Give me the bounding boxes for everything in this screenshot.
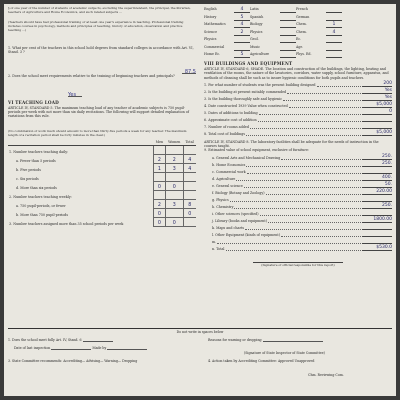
- item-value: Yes: [362, 95, 392, 101]
- subject-count: [234, 37, 250, 43]
- cell-t: 4: [183, 163, 196, 172]
- item-label: 2. Is the building at present suitably commended: [204, 89, 287, 94]
- training-answer: Yes: [68, 92, 82, 97]
- leader-dots: [246, 162, 361, 167]
- subject-label: Chem.: [296, 29, 307, 34]
- col-men: Men: [154, 139, 166, 146]
- list-item: [204, 244, 392, 251]
- cell-m: 0: [154, 181, 166, 190]
- list-item: [204, 216, 392, 223]
- item-value: 1800.00: [362, 217, 392, 223]
- subject-count: 4: [326, 30, 342, 36]
- subject-count: [326, 15, 342, 21]
- leader-dots: [281, 232, 361, 237]
- list-item: [204, 237, 392, 244]
- cell-t: 4: [183, 154, 196, 163]
- cell-t: 0: [183, 208, 196, 217]
- footer-line-2: Date of last inspection Made by: [14, 345, 147, 350]
- subject-label: Latin: [250, 7, 259, 11]
- cell-t: [183, 172, 196, 181]
- footer-line-1: 1. Does the school meet fully Art. IV, Stand. 6: [8, 337, 113, 342]
- leader-dots: [268, 218, 361, 223]
- teaching-load-heading: VI TEACHING LOAD: [8, 99, 60, 105]
- item-value: 220.00: [362, 189, 392, 195]
- table-row: [8, 217, 196, 226]
- subject-label: Biology: [250, 22, 263, 26]
- buildings-heading: VIII BUILDINGS AND EQUIPMENT: [204, 61, 293, 66]
- list-item: [204, 87, 392, 94]
- row-label: c. Six periods: [16, 177, 39, 182]
- inspector-signature: (Signature of State Inspector of State Committee): [244, 351, 325, 355]
- leader-dots: [230, 197, 361, 202]
- list-item: [204, 209, 392, 216]
- leader-dots: [250, 124, 361, 129]
- subject-label: Spanish: [250, 14, 264, 19]
- cell-m: 0: [154, 217, 166, 226]
- chairman-signature: Chm. Reviewing Com.: [308, 373, 344, 377]
- cell-w: [165, 190, 183, 199]
- item-label: f. Biology (Botany and Zoology): [212, 190, 265, 195]
- item-label: b. Home Economics: [212, 162, 246, 167]
- intro-paragraph: § of one year of the number of students of academic subjects, excluding the superintendent, the principal, the librarian, teachers of Agriculture and Home Economics, and such related subjects ...: [8, 6, 192, 14]
- official-signature-line: (Signature of official responsible for this report): [253, 262, 343, 267]
- list-item: [204, 167, 392, 174]
- cell-w: [165, 145, 183, 154]
- cell-m: 1: [154, 163, 166, 172]
- degrees-percent-value: 87.5: [182, 69, 196, 74]
- cell-m: 2: [154, 199, 166, 208]
- leader-dots: [247, 169, 361, 174]
- footer-section: [8, 328, 392, 377]
- list-item: [204, 160, 392, 167]
- subject-count: [326, 7, 342, 13]
- teaching-load-article: ARTICLE IV, STANDARD 5. The maximum teaching load of any teacher of academic subjects is 750 pupil-periods per week with not more than six daily recitations. The following will support detailed explanation of variations from this rule.: [8, 105, 191, 119]
- row-label: 1. Number teachers teaching daily:: [9, 150, 69, 155]
- cell-w: 2: [165, 154, 183, 163]
- item-label: 4. Date constructed 1939 Value when constructed: [204, 103, 288, 108]
- cell-t: 8: [183, 199, 196, 208]
- item-label: h. Chemistry: [212, 204, 234, 209]
- leader-dots: [259, 110, 361, 115]
- subject-count: [326, 37, 342, 43]
- subject-label: Physics: [250, 29, 263, 34]
- subjects-grid: [204, 7, 392, 58]
- cell-w: 3: [165, 163, 183, 172]
- item-value: [362, 231, 392, 237]
- list-item: [204, 181, 392, 188]
- table-row: [8, 163, 196, 172]
- item-label: n. Total: [212, 246, 225, 251]
- subject-label: German: [296, 14, 310, 19]
- cell-m: 0: [154, 208, 166, 217]
- subject-count: [280, 52, 296, 58]
- table-row: [8, 208, 196, 217]
- footer-reasons: Reasons for warning or dropping: [208, 337, 323, 342]
- leader-dots: [283, 96, 361, 101]
- item-label: k. Maps and charts: [212, 225, 245, 230]
- subject-count: [326, 45, 342, 51]
- laboratory-article: ARTICLE IV, STANDARD 8. The laboratory facilities shall be adequate for the needs of instruction in the courses taught.: [204, 139, 380, 149]
- subject-label: Agriculture: [250, 52, 270, 56]
- cell-w: 0: [165, 217, 183, 226]
- leader-dots: [236, 176, 361, 181]
- footer-action: 4. Action taken by Accrediting Committee: Approved Unapproved: [208, 359, 315, 363]
- cell-m: [154, 145, 166, 154]
- list-item: [204, 115, 392, 122]
- cell-m: 2: [154, 154, 166, 163]
- list-item: [204, 122, 392, 129]
- question-training: 2. Does the school meet requirements relative to the training of beginning teachers and principals?: [8, 73, 175, 78]
- subject-count: [280, 22, 296, 28]
- leader-dots: [245, 225, 361, 230]
- subject-label: English: [204, 7, 217, 11]
- cell-t: [183, 217, 196, 226]
- list-item: [204, 202, 392, 209]
- item-value: 250.: [362, 154, 392, 160]
- item-label: c. Commercial work: [212, 169, 246, 174]
- item-label: 8. Total cost of buildings: [204, 131, 246, 136]
- list-item: [204, 80, 392, 87]
- item-label: 5. Dates of additions to building: [204, 110, 258, 115]
- teaching-load-table: [8, 139, 196, 227]
- subject-label: Mathematics: [204, 22, 226, 26]
- leader-dots: [266, 190, 361, 195]
- subject-label: Ec.: [296, 37, 302, 41]
- item-value: [362, 123, 392, 129]
- list-item: [204, 129, 392, 136]
- item-value: 250.: [362, 161, 392, 167]
- subject-count: [280, 45, 296, 51]
- subject-count: 5: [234, 52, 250, 58]
- right-column: [204, 6, 392, 270]
- list-item: [204, 153, 392, 160]
- item-value: 250.: [362, 203, 392, 209]
- subject-count: [280, 30, 296, 36]
- cell-m: [154, 172, 166, 181]
- cell-w: 3: [165, 199, 183, 208]
- subject-label: Music: [250, 44, 261, 49]
- row-label: a. 750 pupil-periods, or fewer: [16, 204, 66, 209]
- list-item: [204, 230, 392, 237]
- row-label: b. Five periods: [16, 168, 41, 173]
- subject-count: [280, 37, 296, 43]
- leader-dots: [258, 117, 361, 122]
- item-label: j. Library (books and equipment): [212, 218, 268, 223]
- item-label: i. Other sciences (specified): [212, 211, 259, 216]
- row-label: 2. Number teachers teaching weekly:: [9, 195, 72, 200]
- list-item: [204, 223, 392, 230]
- footer-banner: Do not write in spaces below: [176, 330, 224, 334]
- list-item: [204, 94, 392, 101]
- cell-w: 0: [165, 181, 183, 190]
- item-value: [362, 168, 392, 174]
- subject-label: Home Ec.: [204, 52, 221, 56]
- item-value: 400.: [362, 175, 392, 181]
- row-label: b. More than 750 pupil-periods: [16, 213, 69, 218]
- table-row: [8, 199, 196, 208]
- item-label: g. Physics: [212, 197, 229, 202]
- leader-dots: [246, 131, 361, 136]
- cell-t: [183, 181, 196, 190]
- item-label: 7. Number of rooms added: [204, 124, 249, 129]
- table-row: [8, 145, 196, 154]
- leader-dots: [287, 89, 361, 94]
- table-row: [8, 190, 196, 199]
- item-value: $5,000: [362, 130, 392, 136]
- subject-label: French: [296, 7, 308, 11]
- col-women: Women: [165, 139, 183, 146]
- item-value: 0: [362, 109, 392, 115]
- cell-t: [183, 190, 196, 199]
- item-label: d. Agriculture: [212, 176, 236, 181]
- subject-count: 5: [234, 15, 250, 21]
- subject-label: Commercial: [204, 44, 225, 49]
- col-total: Total: [183, 139, 196, 146]
- leader-dots: [281, 155, 361, 160]
- item-label: 1. For what number of students was the present building designed: [204, 82, 316, 87]
- training-note: (Teachers should have had professional training or at least one year's experience in teaching. Professional training includes courses in psychology, methods and principles of teaching, history of education, observation and practice teaching ...): [8, 20, 185, 32]
- subject-label: Phys. Ed.: [296, 52, 312, 56]
- subject-count: 2: [234, 30, 250, 36]
- list-item: [204, 195, 392, 202]
- equipment-intro: 9. Estimated value of school equipment, exclusive of furniture:: [204, 148, 310, 153]
- row-label: a. Fewer than 5 periods: [16, 159, 56, 164]
- item-value: Yes: [362, 88, 392, 94]
- subject-label: Agr.: [296, 44, 303, 49]
- cell-w: [165, 172, 183, 181]
- leader-dots: [289, 103, 361, 108]
- subject-count: [326, 52, 342, 58]
- table-row: [8, 181, 196, 190]
- leader-dots: [234, 204, 361, 209]
- left-column: [8, 6, 196, 227]
- list-item: [204, 174, 392, 181]
- teaching-load-note: (No combination of work much should amount to more than thirty-five periods a week for any teacher. The maximum length of a recitation period shall be forty minutes in the clear.): [8, 128, 188, 137]
- list-item: [204, 188, 392, 195]
- subject-label: Science: [204, 29, 218, 34]
- subject-count: [280, 7, 296, 13]
- item-label: l. Other Equipment (kinds of equipment): [212, 232, 280, 237]
- item-value: $530.0: [362, 245, 392, 251]
- item-value: $5,000: [362, 102, 392, 108]
- item-label: m.: [212, 239, 217, 244]
- subject-label: Physics: [204, 37, 217, 41]
- equipment-list: [204, 153, 392, 251]
- subject-count: 4: [234, 7, 250, 13]
- footer-line-3: 3. State Committee recommends: Accrediting— Advising— Warning— Dropping: [8, 359, 138, 363]
- item-value: [362, 238, 392, 244]
- list-item: [204, 101, 392, 108]
- cell-w: [165, 208, 183, 217]
- leader-dots: [260, 211, 361, 216]
- question-degrees: 1. What per cent of the teachers in this school hold degrees from standard colleges in accordance with Art. VI, Stand. 3 ?: [8, 46, 195, 55]
- buildings-article: ARTICLE IV, STANDARD 6, SHADE. The location and construction of the buildings, the lighting, heating and ventilation of the rooms, the nature of the lavatories, corridors, water supply, school furniture, apparatus, and methods of cleaning shall be such as to insure hygienic conditions for both pupils and teachers.: [204, 67, 390, 80]
- table-row: [8, 154, 196, 163]
- item-label: 6. Approximate cost of addition: [204, 117, 257, 122]
- item-value: [362, 224, 392, 230]
- buildings-list: [204, 80, 392, 136]
- cell-m: [154, 190, 166, 199]
- leader-dots: [244, 183, 361, 188]
- item-value: [362, 196, 392, 202]
- subject-count: [280, 15, 296, 21]
- subject-label: Geol.: [250, 37, 259, 41]
- row-label: d. More than six periods: [16, 186, 57, 191]
- subject-label: Chem.: [296, 22, 307, 26]
- leader-dots: [217, 239, 361, 244]
- item-value: 50.: [362, 182, 392, 188]
- report-page: [4, 4, 396, 396]
- item-label: a. General Arts and Mechanical Drawing: [212, 155, 281, 160]
- subject-label: History: [204, 14, 217, 19]
- table-row: [8, 172, 196, 181]
- subject-count: 4: [234, 22, 250, 28]
- item-label: 3. Is the building thoroughly safe and hygienic: [204, 96, 283, 101]
- item-value: [362, 210, 392, 216]
- row-label: 3. Number teachers assigned more than 35 school periods per week: [9, 222, 124, 227]
- list-item: [204, 108, 392, 115]
- item-value: [362, 116, 392, 122]
- item-value: 200: [362, 81, 392, 87]
- item-label: e. General science: [212, 183, 243, 188]
- cell-t: [183, 145, 196, 154]
- subject-count: [234, 45, 250, 51]
- subject-count: 1: [326, 22, 342, 28]
- leader-dots: [317, 82, 361, 87]
